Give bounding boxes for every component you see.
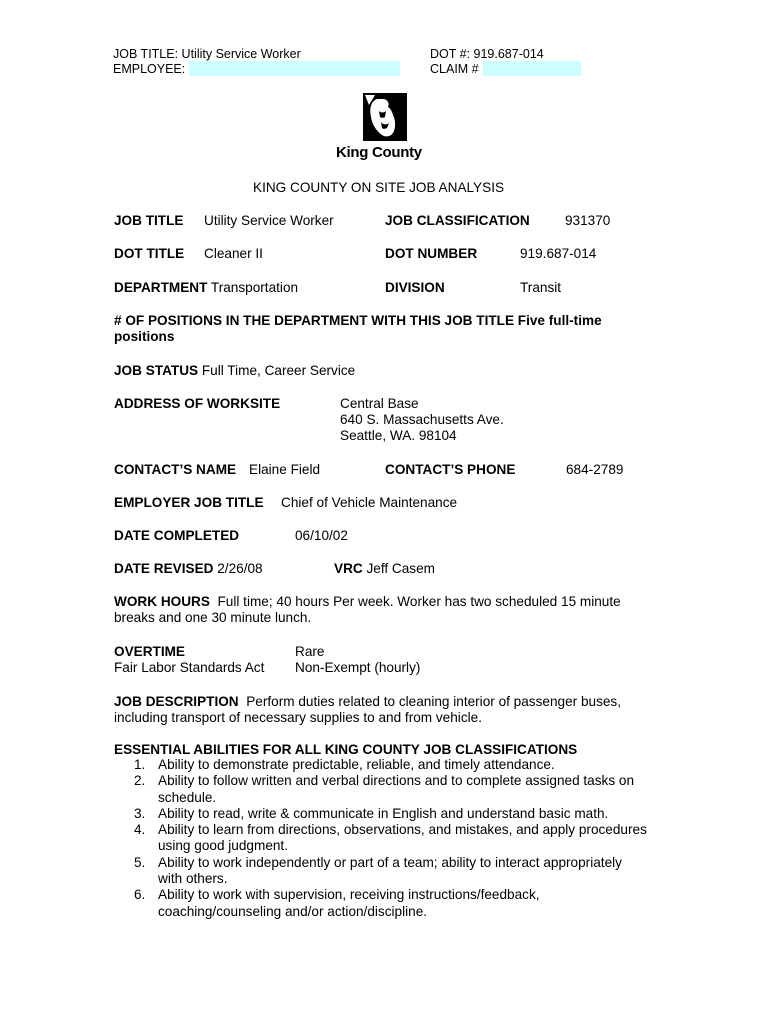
work-hours-label: WORK HOURS — [114, 594, 210, 609]
list-item — [114, 855, 674, 888]
worksite-line2: 640 S. Massachusetts Ave. — [340, 412, 504, 427]
division-value: Transit — [520, 280, 562, 295]
list-item-text: Ability to read, write & communicate in English and understand basic math. — [158, 805, 609, 821]
list-item-number: 6. — [134, 887, 146, 903]
department-label: DEPARTMENT — [114, 280, 208, 295]
work-hours-text1: Full time; 40 hours Per week. Worker has two scheduled 15 minute — [217, 594, 621, 609]
dot-title-value: Cleaner II — [204, 246, 263, 261]
date-completed-label: DATE COMPLETED — [114, 528, 240, 543]
vrc-label: VRC — [334, 561, 363, 576]
flsa-label: Fair Labor Standards Act — [114, 660, 265, 675]
work-hours-line1 — [114, 594, 621, 610]
job-title-value: Utility Service Worker — [204, 213, 334, 228]
list-item-text-cont: using good judgment. — [158, 838, 288, 854]
dot-title-label: DOT TITLE — [114, 246, 185, 261]
claim-field[interactable] — [483, 61, 581, 76]
dot-number-value: 919.687-014 — [520, 246, 597, 261]
claim-label: CLAIM # — [430, 62, 479, 76]
job-status-label: JOB STATUS — [114, 363, 199, 378]
list-item-number: 4. — [134, 822, 146, 838]
list-item-text: Ability to follow written and verbal directions and to complete assigned tasks on — [158, 773, 635, 789]
job-description-text1: Perform duties related to cleaning interior of passenger buses, — [246, 694, 621, 709]
worksite-label: ADDRESS OF WORKSITE — [114, 396, 281, 411]
job-classification-value: 931370 — [565, 213, 611, 228]
list-item — [114, 773, 674, 806]
list-item-text-cont: schedule. — [158, 789, 217, 805]
department-row — [114, 280, 298, 296]
list-item — [114, 806, 674, 822]
list-item — [114, 822, 674, 855]
essential-heading: ESSENTIAL ABILITIES FOR ALL KING COUNTY JOB CLASSIFICATIONS — [114, 742, 578, 757]
king-county-logo-icon — [335, 91, 435, 143]
job-description-line1 — [114, 694, 621, 710]
vrc-value: Jeff Casem — [366, 561, 435, 576]
date-revised-row — [114, 561, 263, 577]
worksite-line1: Central Base — [340, 396, 419, 411]
list-item — [114, 757, 674, 773]
job-classification-label: JOB CLASSIFICATION — [385, 213, 530, 228]
header-job-title: JOB TITLE: Utility Service Worker — [113, 47, 301, 61]
list-item-number: 5. — [134, 854, 146, 870]
list-item-text-cont: coaching/counseling and/or action/discipline. — [158, 903, 428, 919]
flsa-value: Non-Exempt (hourly) — [295, 660, 421, 675]
list-item-text: Ability to work independently or part of a team; ability to interact appropriately — [158, 854, 622, 870]
work-hours-line2: breaks and one 30 minute lunch. — [114, 610, 312, 625]
dot-number-label: DOT NUMBER — [385, 246, 478, 261]
positions-line1: # OF POSITIONS IN THE DEPARTMENT WITH THIS JOB TITLE Five full-time — [114, 313, 602, 328]
page-title: KING COUNTY ON SITE JOB ANALYSIS — [253, 180, 505, 195]
header-dot: DOT #: 919.687-014 — [430, 47, 544, 61]
employer-job-title-value: Chief of Vehicle Maintenance — [281, 495, 458, 510]
contact-phone-label: CONTACT’S PHONE — [385, 462, 516, 477]
list-item-number: 3. — [134, 805, 146, 821]
employer-job-title-label: EMPLOYER JOB TITLE — [114, 495, 264, 510]
job-status-row — [114, 363, 355, 379]
contact-name-value: Elaine Field — [249, 462, 321, 477]
list-item-number: 1. — [134, 757, 146, 772]
date-completed-value: 06/10/02 — [295, 528, 348, 543]
contact-name-label: CONTACT’S NAME — [114, 462, 237, 477]
department-value: Transportation — [210, 280, 299, 295]
list-item-text: Ability to demonstrate predictable, reliable, and timely attendance. — [158, 757, 555, 772]
job-status-value: Full Time, Career Service — [201, 363, 356, 378]
date-revised-value: 2/26/08 — [217, 561, 263, 576]
contact-phone-value: 684-2789 — [566, 462, 624, 477]
overtime-label: OVERTIME — [114, 644, 185, 659]
list-item-number: 2. — [134, 773, 146, 789]
overtime-value: Rare — [295, 644, 325, 659]
employee-field[interactable] — [189, 61, 400, 76]
positions-line2: positions — [114, 329, 175, 344]
job-description-line2: including transport of necessary supplies to and from vehicle. — [114, 710, 482, 725]
date-revised-label: DATE REVISED — [114, 561, 214, 576]
logo-text: King County — [336, 144, 422, 161]
list-item-text: Ability to learn from directions, observations, and mistakes, and apply procedures — [158, 822, 647, 838]
list-item-text: Ability to work with supervision, receiving instructions/feedback, — [158, 887, 540, 903]
list-item — [114, 887, 674, 920]
division-label: DIVISION — [385, 280, 445, 295]
logo — [335, 91, 435, 166]
vrc-row — [334, 561, 435, 577]
list-item-text-cont: with others. — [158, 871, 228, 887]
job-title-label: JOB TITLE — [114, 213, 184, 228]
essential-list — [114, 757, 674, 920]
job-description-label: JOB DESCRIPTION — [114, 694, 239, 709]
worksite-line3: Seattle, WA. 98104 — [340, 428, 457, 443]
employee-label: EMPLOYEE: — [113, 62, 186, 76]
